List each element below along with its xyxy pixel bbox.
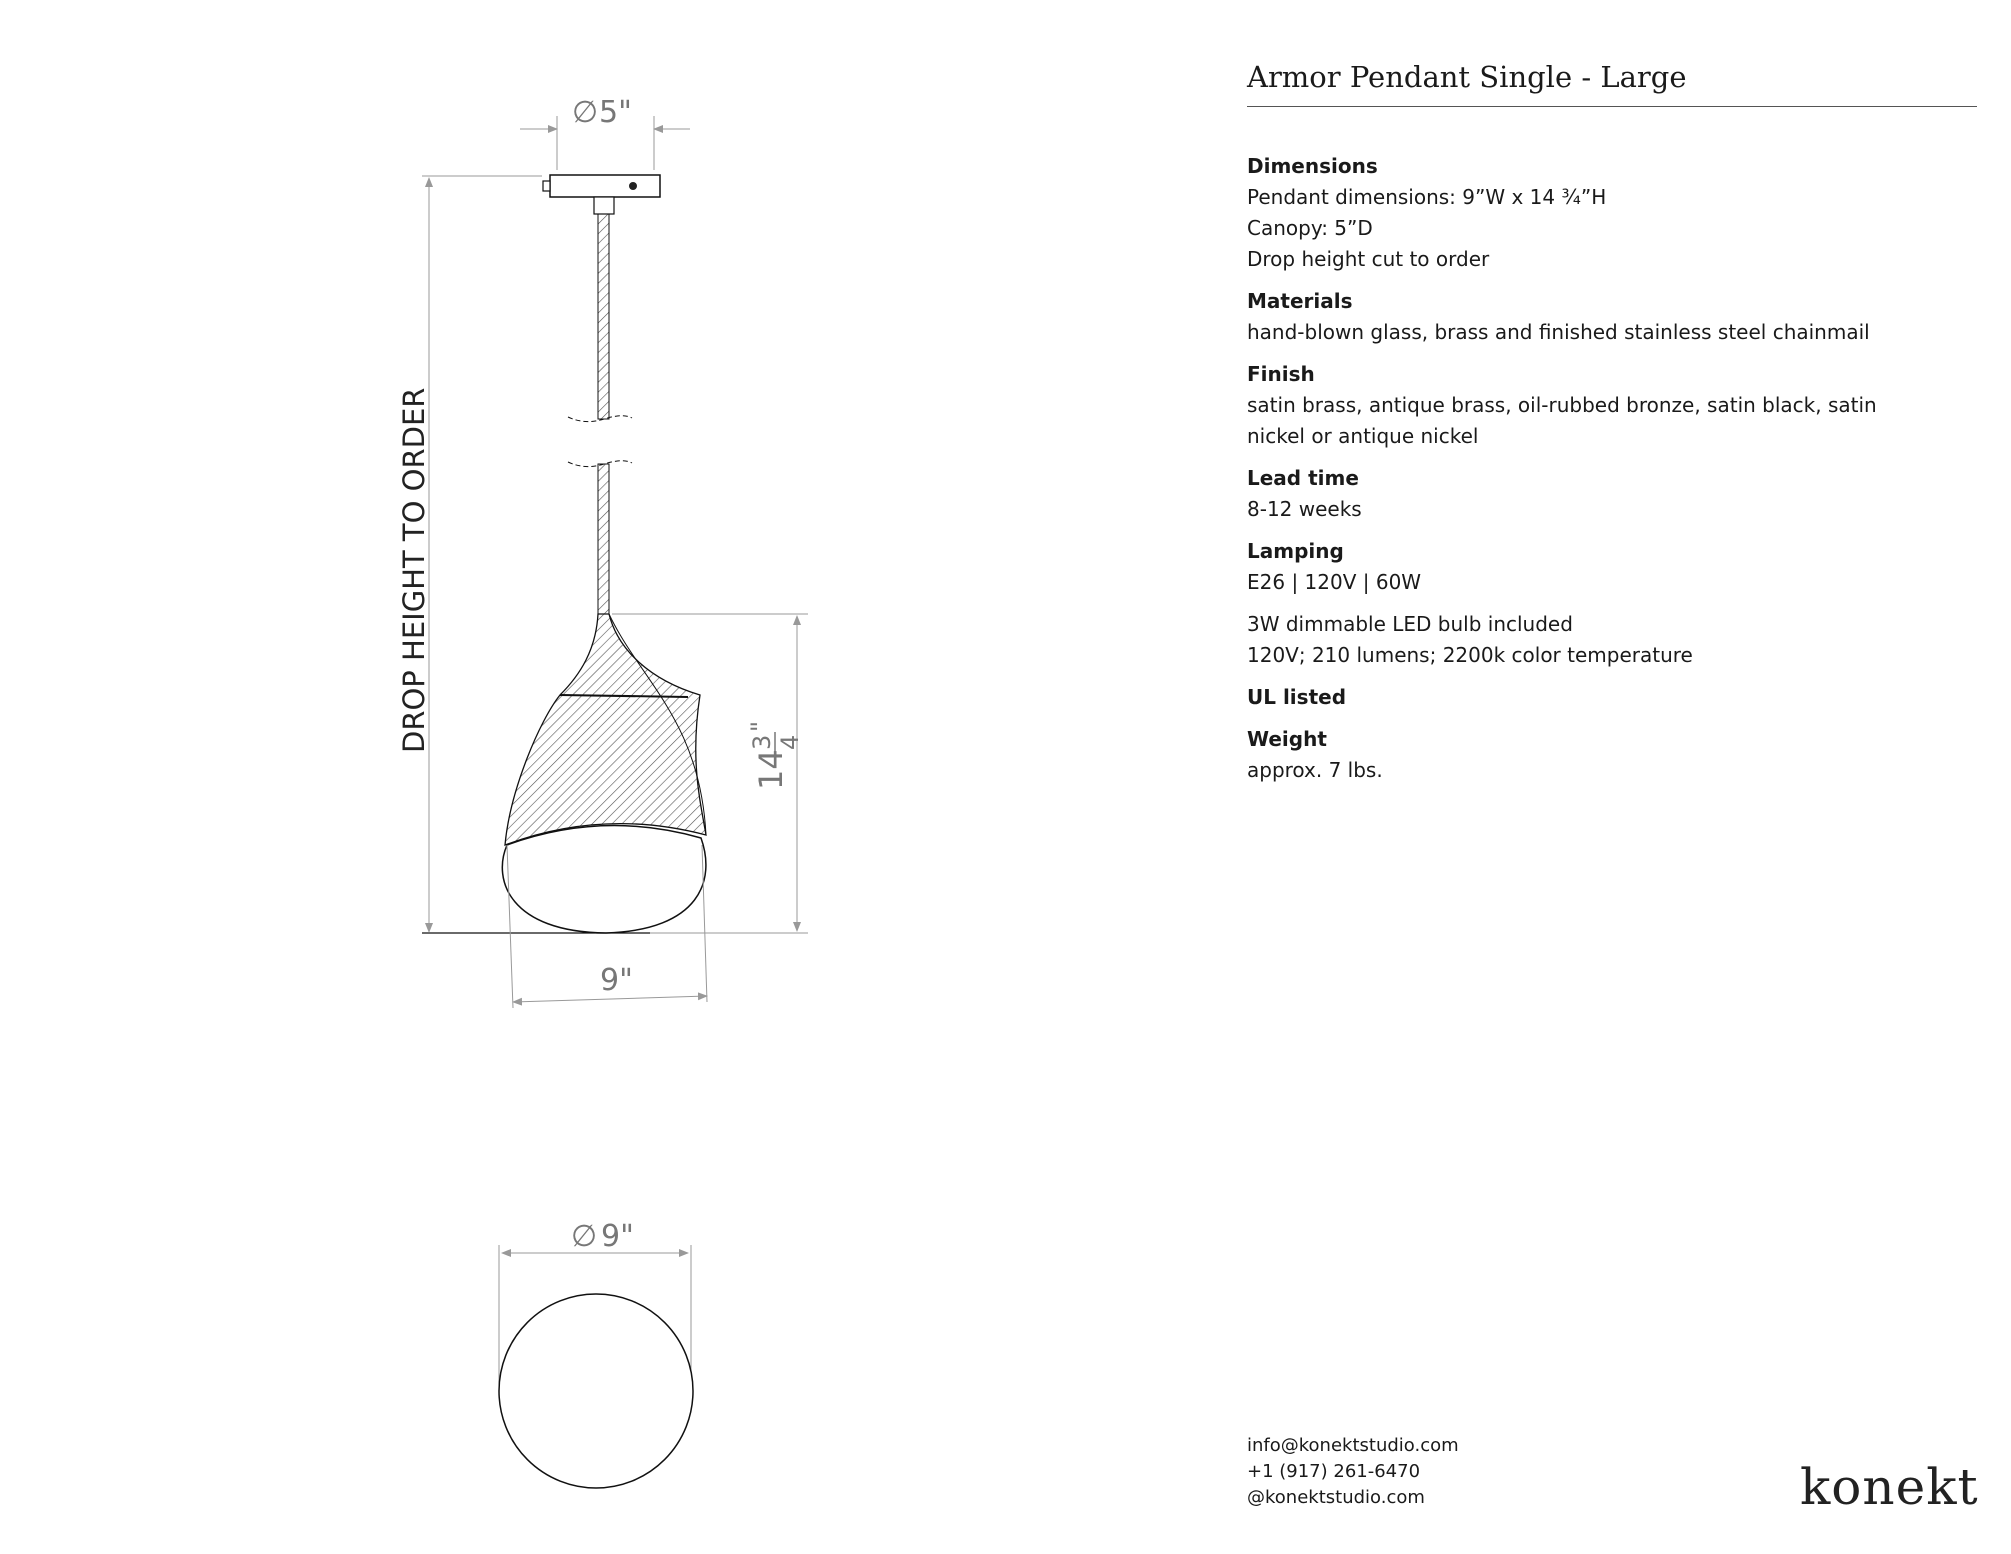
stem (568, 214, 632, 614)
product-title: Armor Pendant Single - Large (1247, 60, 1977, 107)
spec-heading: Weight (1247, 727, 1327, 751)
spec-line: approx. 7 lbs. (1247, 758, 1383, 782)
spec-line: Drop height cut to order (1247, 247, 1490, 271)
spec-heading: Finish (1247, 362, 1315, 386)
spec-sections (1247, 151, 1977, 786)
spec-line: satin brass, antique brass, oil-rubbed bronze, satin black, satin (1247, 393, 1877, 417)
spec-section (1247, 151, 1977, 275)
spec-heading: Dimensions (1247, 154, 1378, 178)
spec-heading: UL listed (1247, 685, 1347, 709)
glass-globe (502, 826, 706, 933)
contact-phone[interactable]: +1 (917) 261-6470 (1247, 1461, 1421, 1482)
spec-panel (1247, 60, 1977, 797)
spec-heading: Lead time (1247, 466, 1359, 490)
brand-logo: konekt (1800, 1458, 1979, 1516)
spec-line: Pendant dimensions: 9”W x 14 ¾”H (1247, 185, 1607, 209)
spec-section (1247, 359, 1977, 452)
bottom-diameter-symbol: ∅ (571, 1219, 598, 1254)
spec-line: 3W dimmable LED bulb included (1247, 612, 1573, 636)
pendant-width-label: 9" (600, 963, 633, 998)
pendant-height-inch: " (746, 720, 774, 732)
contact-social[interactable]: @konektstudio.com (1247, 1487, 1425, 1508)
pendant-height-numerator: 3 (748, 734, 776, 750)
contact-email[interactable]: info@konektstudio.com (1247, 1435, 1459, 1456)
canopy-diameter-symbol: ∅ (572, 95, 599, 130)
canopy-dimension (520, 95, 690, 170)
spec-line: nickel or antique nickel (1247, 424, 1479, 448)
spec-line: 8-12 weeks (1247, 497, 1362, 521)
spec-line: Canopy: 5”D (1247, 216, 1373, 240)
spec-line: hand-blown glass, brass and finished stainless steel chainmail (1247, 320, 1870, 344)
spec-heading: Materials (1247, 289, 1353, 313)
pendant-height-denominator: 4 (776, 734, 804, 750)
canopy-dimension-label: 5" (599, 95, 632, 130)
spec-section (1247, 724, 1977, 786)
spec-section (1247, 286, 1977, 348)
pendant-height-whole: 14 (752, 749, 790, 790)
spec-heading: Lamping (1247, 539, 1344, 563)
contact-info (1247, 1433, 1459, 1511)
spec-section (1247, 682, 1977, 713)
pendant-technical-drawing (0, 0, 1000, 1554)
spec-section (1247, 609, 1977, 671)
bottom-dimension-label: 9" (601, 1219, 634, 1254)
bottom-view-circle (499, 1294, 693, 1488)
spec-section (1247, 463, 1977, 525)
spec-line: 120V; 210 lumens; 2200k color temperature (1247, 643, 1693, 667)
pendant-shade (505, 614, 706, 845)
drop-height-label: DROP HEIGHT TO ORDER (397, 387, 431, 753)
canopy (543, 175, 660, 214)
spec-line: E26 | 120V | 60W (1247, 570, 1422, 594)
spec-section (1247, 536, 1977, 598)
